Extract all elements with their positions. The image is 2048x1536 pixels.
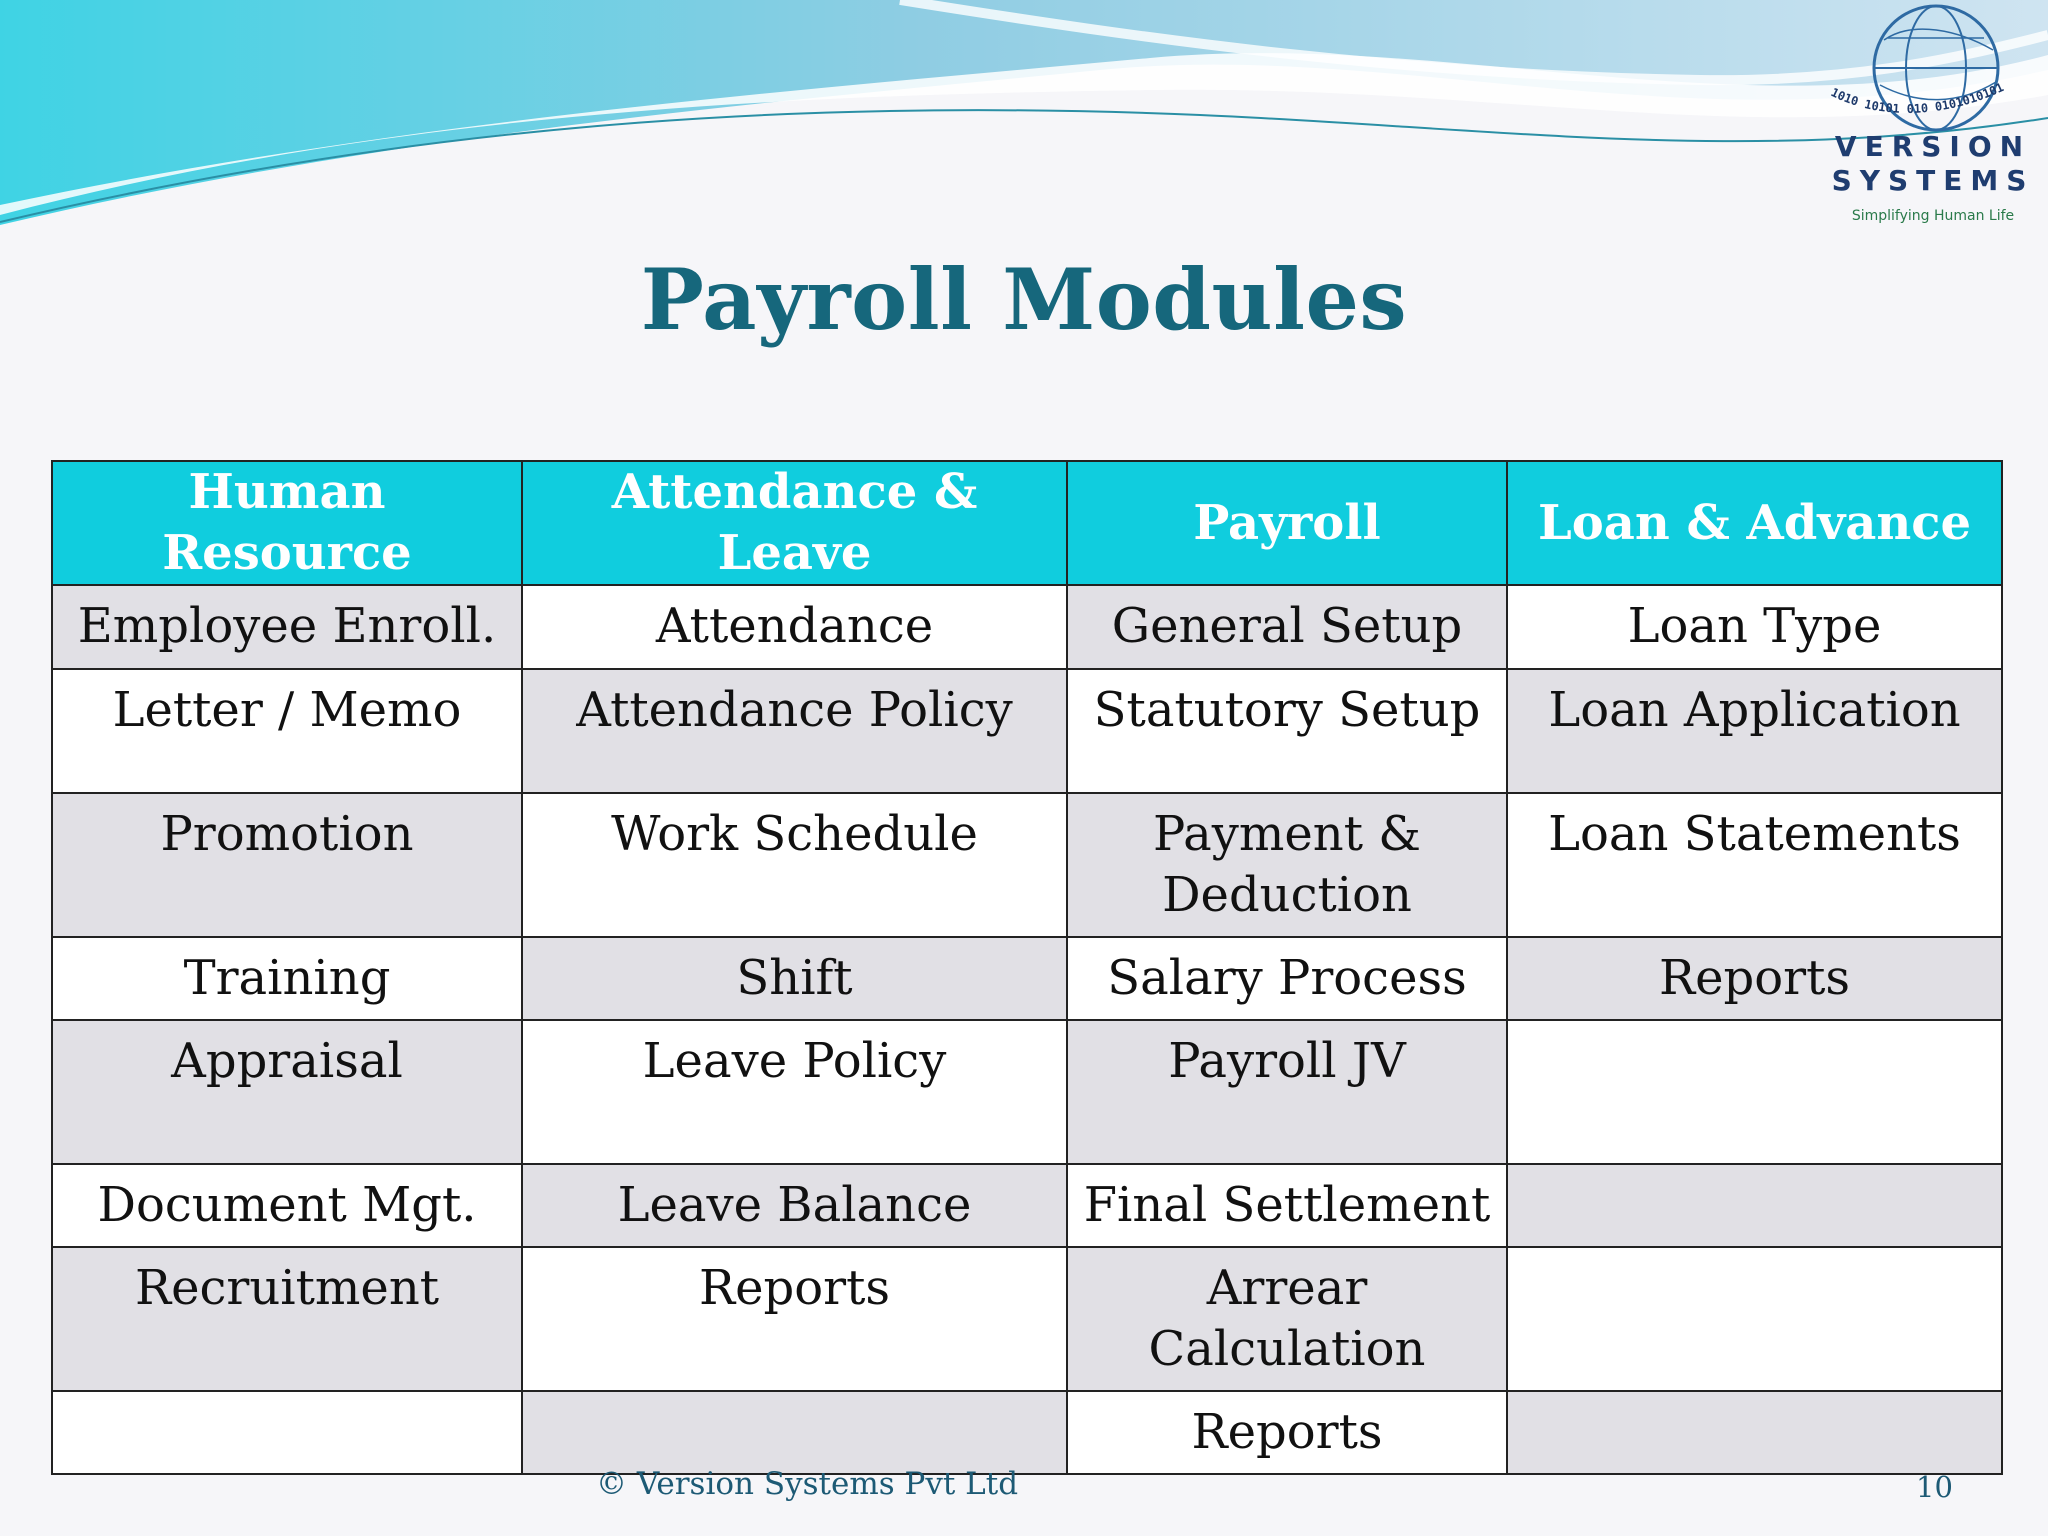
table-cell: Statutory Setup [1067, 669, 1507, 793]
table-cell: Document Mgt. [52, 1164, 522, 1247]
table-cell: Final Settlement [1067, 1164, 1507, 1247]
header-attendance-leave: Attendance & Leave [522, 461, 1067, 585]
table-cell: Appraisal [52, 1020, 522, 1164]
table-cell: Training [52, 937, 522, 1020]
header-wave-decoration [0, 0, 2048, 240]
table-cell: Reports [522, 1247, 1067, 1391]
table-cell: Reports [1507, 937, 2002, 1020]
table-row [52, 1020, 2002, 1164]
table-cell [522, 1391, 1067, 1474]
table-cell: Arrear Calculation [1067, 1247, 1507, 1391]
table-cell [1507, 1020, 2002, 1164]
table-cell: General Setup [1067, 585, 1507, 669]
logo-tagline: Simplifying Human Life [1851, 208, 2015, 224]
table-cell: Employee Enroll. [52, 585, 522, 669]
slide-title: Payroll Modules [640, 250, 1408, 349]
version-systems-logo [1818, 0, 2048, 230]
table-row [52, 1247, 2002, 1391]
table-cell: Leave Balance [522, 1164, 1067, 1247]
header-payroll: Payroll [1067, 461, 1507, 585]
table-row [52, 1391, 2002, 1474]
table-cell: Letter / Memo [52, 669, 522, 793]
table-row [52, 937, 2002, 1020]
table-cell: Work Schedule [522, 793, 1067, 937]
table-cell: Shift [522, 937, 1067, 1020]
modules-table [51, 460, 2003, 1475]
table-cell [1507, 1247, 2002, 1391]
table-cell: Salary Process [1067, 937, 1507, 1020]
table-cell: Payroll JV [1067, 1020, 1507, 1164]
table-cell [52, 1391, 522, 1474]
table-cell: Recruitment [52, 1247, 522, 1391]
table-row [52, 669, 2002, 793]
table-cell: Loan Application [1507, 669, 2002, 793]
page-number: 10 [1916, 1470, 1953, 1504]
table-cell: Loan Type [1507, 585, 2002, 669]
table-row [52, 585, 2002, 669]
header-human-resource: Human Resource [52, 461, 522, 585]
table-cell: Reports [1067, 1391, 1507, 1474]
table-cell: Promotion [52, 793, 522, 937]
table-row [52, 793, 2002, 937]
header-loan-advance: Loan & Advance [1507, 461, 2002, 585]
table-cell: Leave Policy [522, 1020, 1067, 1164]
table-cell: Attendance Policy [522, 669, 1067, 793]
table-row [52, 1164, 2002, 1247]
logo-binary-text: 1010 10101 010 0101010101 [1828, 80, 2006, 117]
table-header-row [52, 461, 2002, 585]
table-cell: Loan Statements [1507, 793, 2002, 937]
table-cell [1507, 1391, 2002, 1474]
footer-copyright: © Version Systems Pvt Ltd [596, 1466, 1019, 1502]
table-cell: Attendance [522, 585, 1067, 669]
table-cell: Payment & Deduction [1067, 793, 1507, 937]
logo-version-text: VERSION [1834, 130, 2032, 163]
logo-systems-text: SYSTEMS [1831, 164, 2035, 197]
table-cell [1507, 1164, 2002, 1247]
